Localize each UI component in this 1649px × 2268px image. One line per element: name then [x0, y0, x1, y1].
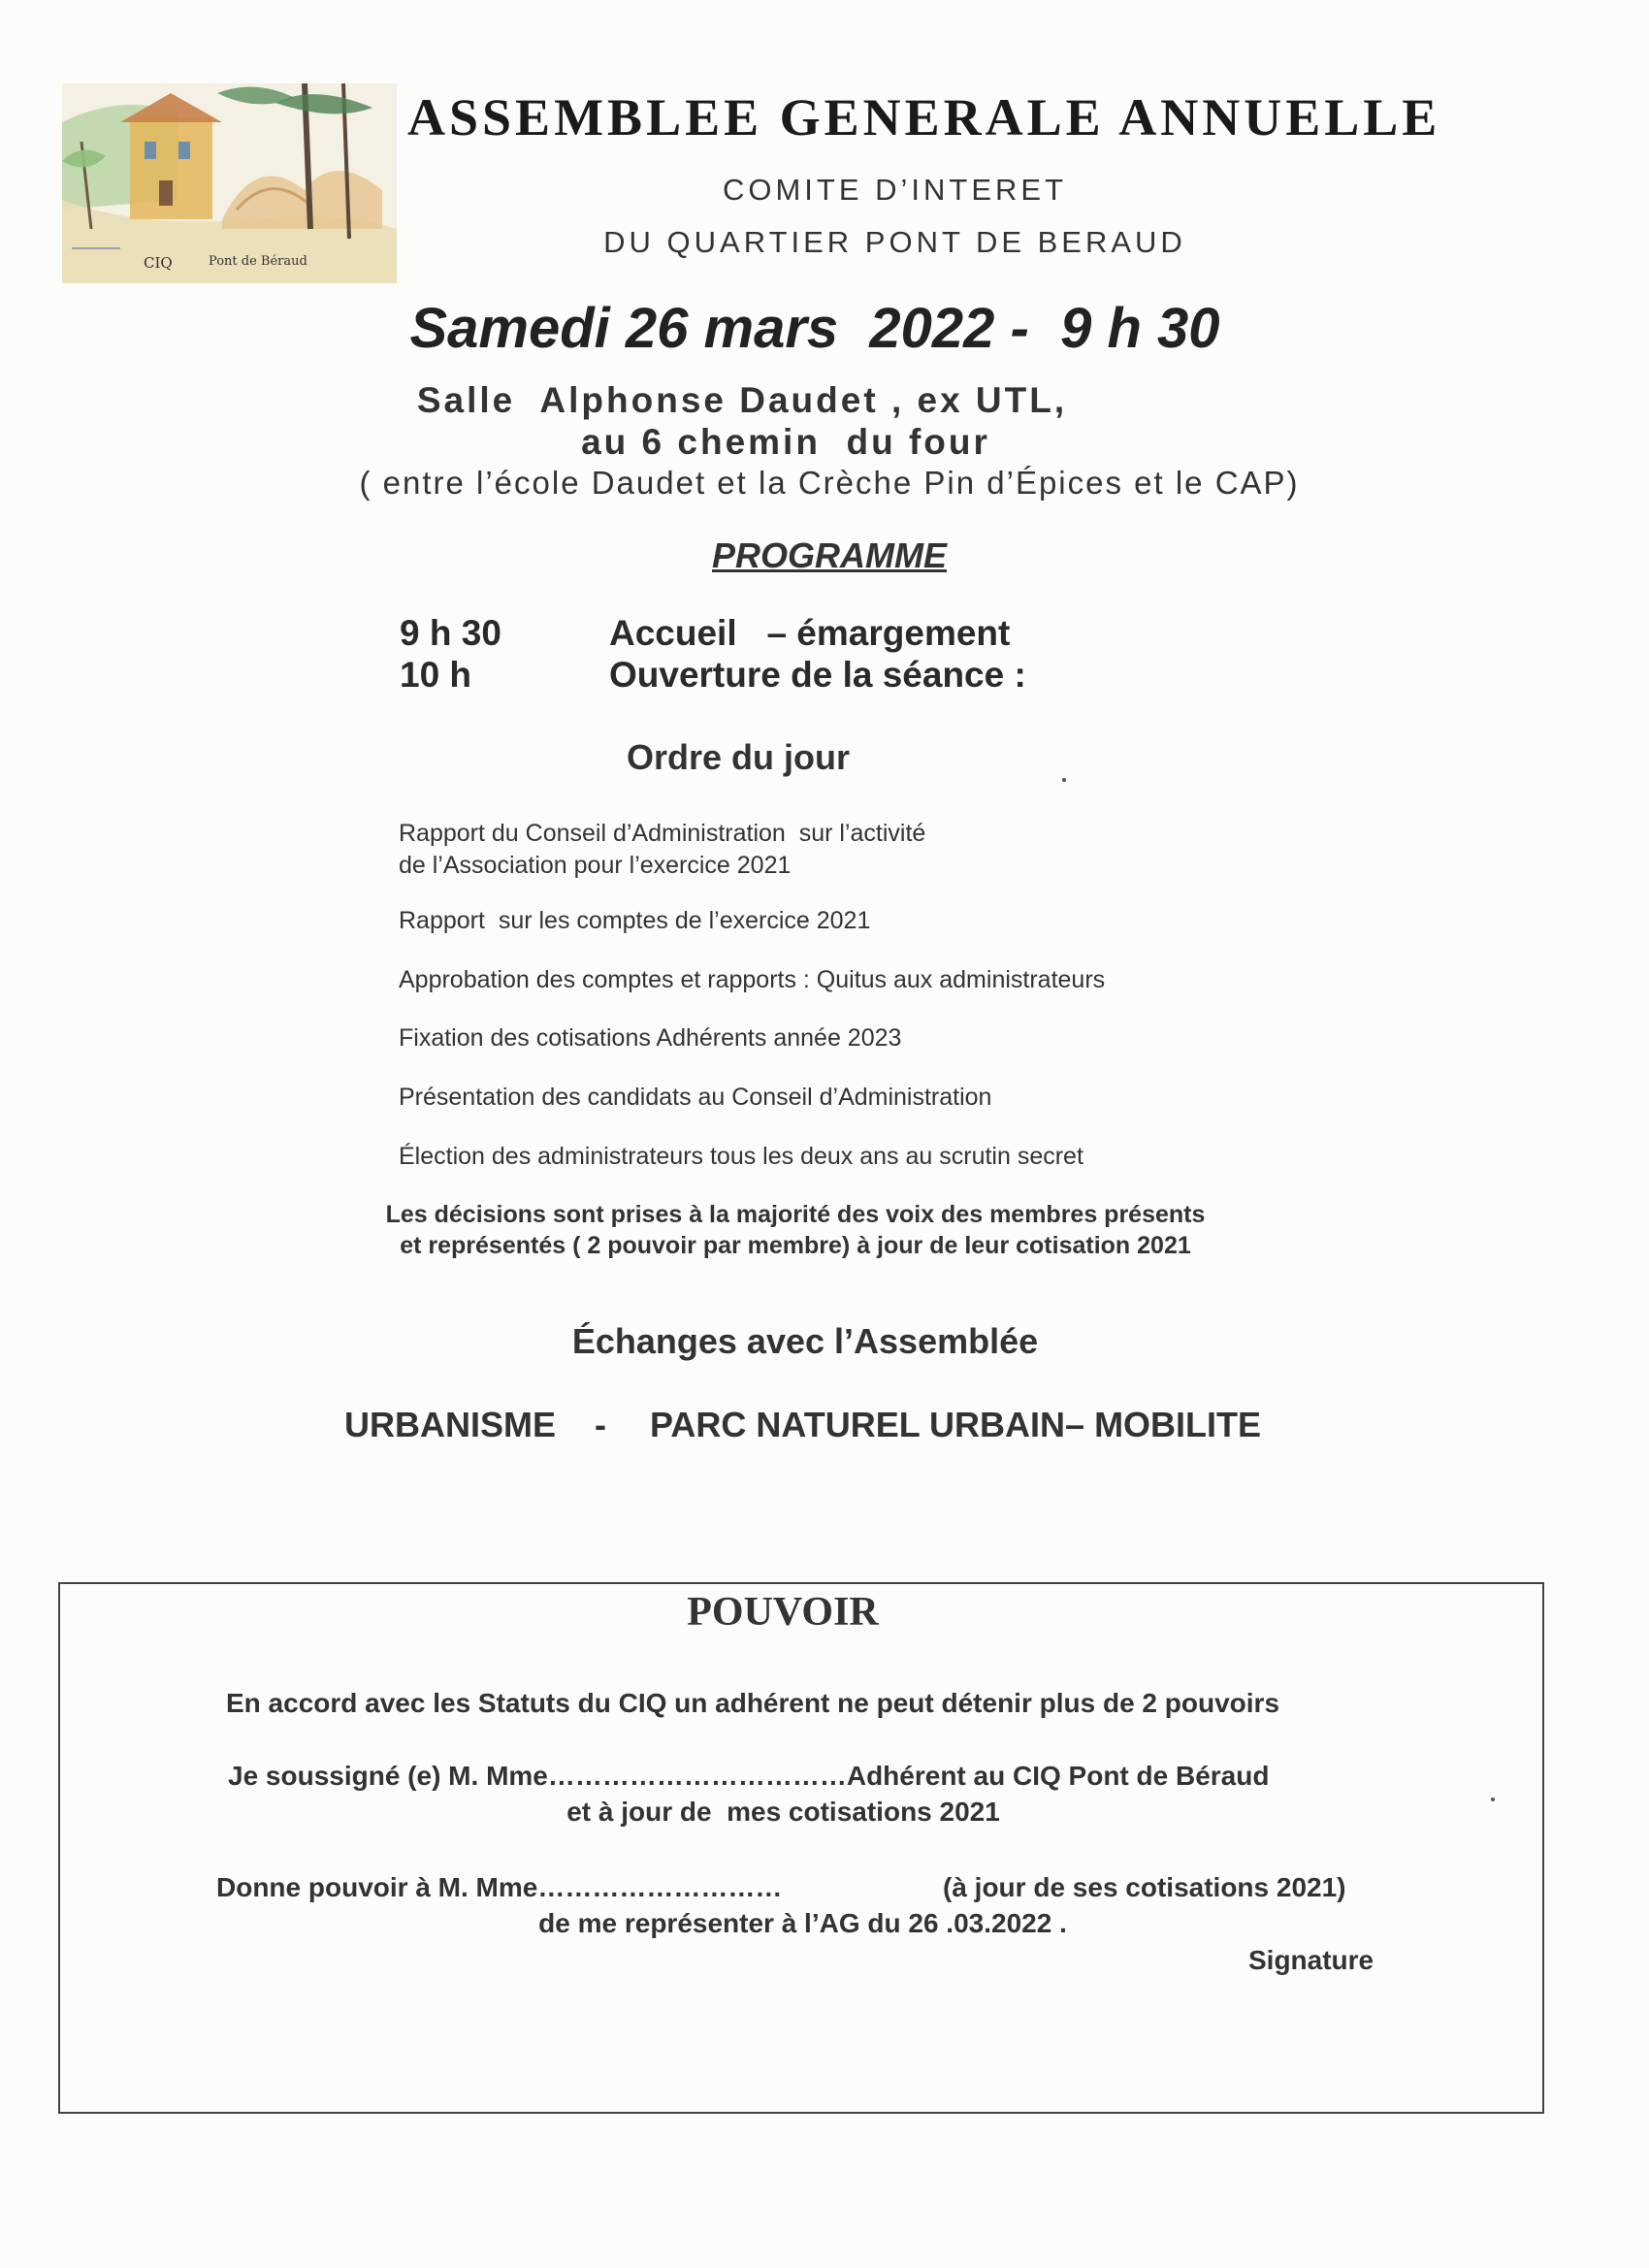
logo-caption-place: Pont de Béraud	[209, 254, 307, 269]
proxy-give-line-2: (à jour de ses cotisations 2021)	[943, 1872, 1346, 1902]
decision-note	[0, 1199, 1591, 1261]
schedule-time: 9 h 30	[400, 613, 501, 653]
proxy-form-box	[58, 1582, 1544, 2114]
decision-note-line-1: Les décisions sont prises à la majorité des voix des membres présents	[385, 1201, 1206, 1228]
venue-line-3: ( entre l’école Daudet et la Crèche Pin d’Épices et le CAP)	[359, 465, 1300, 501]
logo-caption-ciq: CIQ	[144, 254, 173, 272]
topic-parc-mobilite: PARC NATUREL URBAIN– MOBILITE	[650, 1405, 1262, 1444]
proxy-give-line-1: Donne pouvoir à M. Mme………………………	[216, 1872, 783, 1902]
organization-line-1: COMITE D’INTERET	[722, 173, 1068, 207]
venue-line-2: au 6 chemin du four	[581, 422, 990, 462]
agenda-item: Élection des administrateurs tous les deux ans au scrutin secret	[399, 1143, 1083, 1170]
proxy-give-line-3: de me représenter à l’AG du 26 .03.2022 .	[538, 1908, 1067, 1938]
schedule-label: Accueil – émargement	[609, 613, 1011, 653]
proxy-self-line-2: et à jour de mes cotisations 2021	[566, 1797, 1000, 1827]
proxy-rule: En accord avec les Statuts du CIQ un adhérent ne peut détenir plus de 2 pouvoirs	[226, 1688, 1280, 1718]
signature-label: Signature	[1248, 1945, 1374, 1975]
venue-line-1: Salle Alphonse Daudet , ex UTL,	[416, 380, 1068, 420]
organization-line-2: DU QUARTIER PONT DE BERAUD	[603, 225, 1186, 259]
agenda-item: Rapport du Conseil d’Administration sur l’activité de l’Association pour l’exercice 2021	[399, 820, 926, 879]
agenda-item: Présentation des candidats au Conseil d’Administration	[399, 1084, 992, 1111]
proxy-title: POUVOIR	[687, 1590, 879, 1635]
programme-heading: PROGRAMME	[712, 535, 947, 575]
exchanges-title: Échanges avec l’Assemblée	[571, 1321, 1039, 1361]
agenda-item: Rapport sur les comptes de l’exercice 2021	[399, 907, 871, 934]
page-title: ASSEMBLEE GENERALE ANNUELLE	[407, 88, 1441, 146]
scan-speck	[1491, 1798, 1495, 1801]
decision-note-line-2: et représentés ( 2 pouvoir par membre) à jour de leur cotisation 2021	[400, 1232, 1191, 1259]
topics-line	[344, 1405, 1261, 1445]
scan-speck	[1062, 778, 1066, 782]
agenda-item: Fixation des cotisations Adhérents année 2023	[399, 1024, 902, 1052]
schedule-time: 10 h	[400, 655, 472, 695]
schedule-label: Ouverture de la séance :	[609, 655, 1026, 695]
agenda-title: Ordre du jour	[627, 737, 851, 777]
agenda-item: Approbation des comptes et rapports : Quitus aux administrateurs	[399, 966, 1106, 993]
proxy-self-line-1: Je soussigné (e) M. Mme……………………………Adhérent au CIQ Pont de Béraud	[228, 1761, 1270, 1791]
topic-separator: -	[595, 1405, 607, 1444]
topic-urbanisme: URBANISME	[344, 1405, 557, 1444]
meeting-date: Samedi 26 mars 2022 - 9 h 30	[409, 297, 1220, 360]
